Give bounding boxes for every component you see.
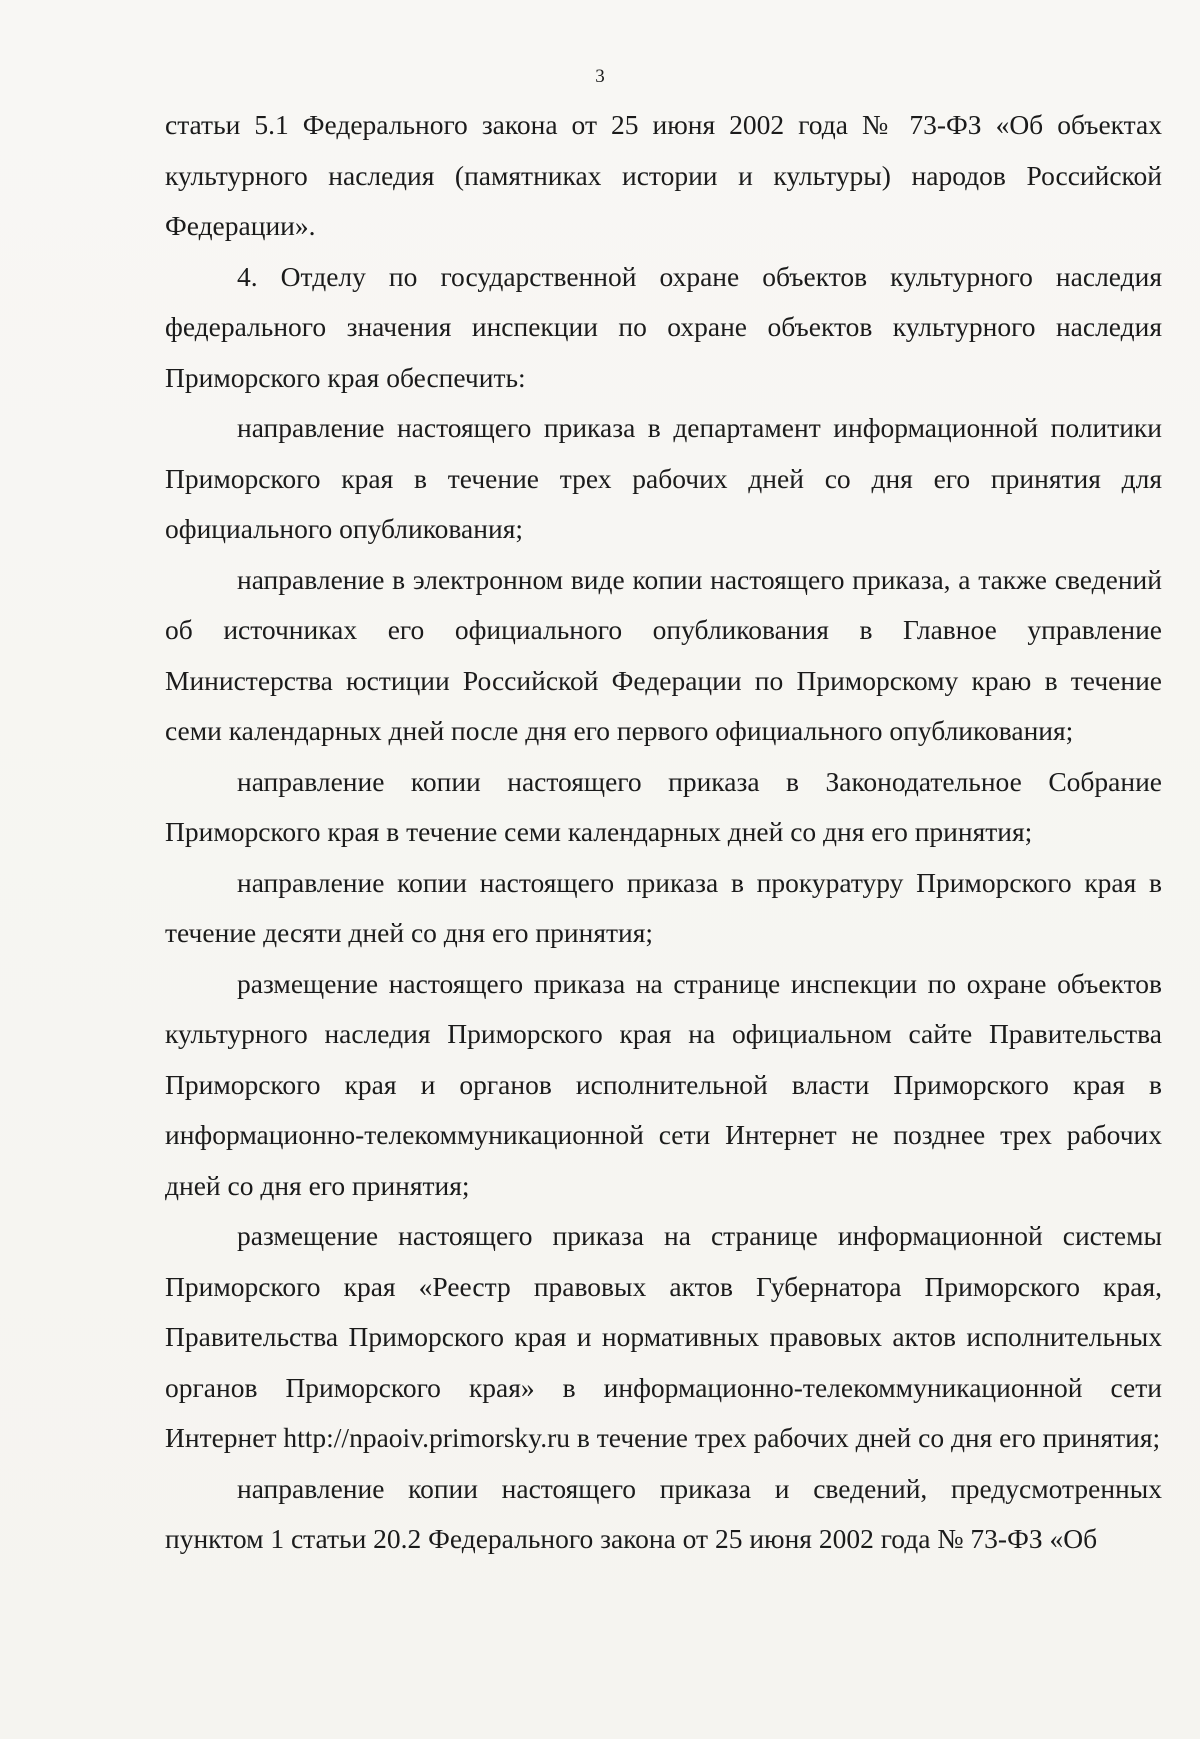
- paragraph: направление копии настоящего приказа и сведений, предусмотренных пунктом 1 статьи 20.2 Федерального закона от 25 июня 2002 года № 73-ФЗ «Об: [165, 1472, 1162, 1554]
- document-body: [165, 100, 1162, 1565]
- paragraph: направление копии настоящего приказа в Законодательное Собрание Приморского края в течение семи календарных дней со дня его принятия;: [165, 765, 1162, 847]
- paragraph: статьи 5.1 Федерального закона от 25 июня 2002 года № 73-ФЗ «Об объектах культурного наследия (памятниках истории и культуры) народов Российской Федерации».: [165, 109, 1162, 241]
- paragraph: размещение настоящего приказа на странице информационной системы Приморского края «Реестр правовых актов Губернатора Приморского края, Правительства Приморского края и нормативных правовых актов исполнительных органов Приморского края» в информационно-телекоммуникационной сети Интернет http://npaoiv.primorsky.ru в течение трех рабочих дней со дня его принятия;: [165, 1220, 1162, 1453]
- page-number: 3: [595, 66, 605, 87]
- paragraph: размещение настоящего приказа на странице инспекции по охране объектов культурного наследия Приморского края на официальном сайте Правительства Приморского края и органов исполнительной власти Приморского края в информационно-телекоммуникационной сети Интернет не позднее трех рабочих дней со дня его принятия;: [165, 967, 1162, 1201]
- paragraph: 4. Отделу по государственной охране объектов культурного наследия федерального значения инспекции по охране объектов культурного наследия Приморского края обеспечить:: [165, 260, 1162, 393]
- paragraph: направление в электронном виде копии настоящего приказа, а также сведений об источниках его официального опубликования в Главное управление Министерства юстиции Российской Федерации по Приморскому краю в течение семи календарных дней после дня его первого официального опубликования;: [165, 563, 1162, 746]
- paragraph: направление настоящего приказа в департамент информационной политики Приморского края в течение трех рабочих дней со дня его принятия для официального опубликования;: [165, 412, 1162, 544]
- paragraph: направление копии настоящего приказа в прокуратуру Приморского края в течение десяти дней со дня его принятия;: [165, 866, 1162, 948]
